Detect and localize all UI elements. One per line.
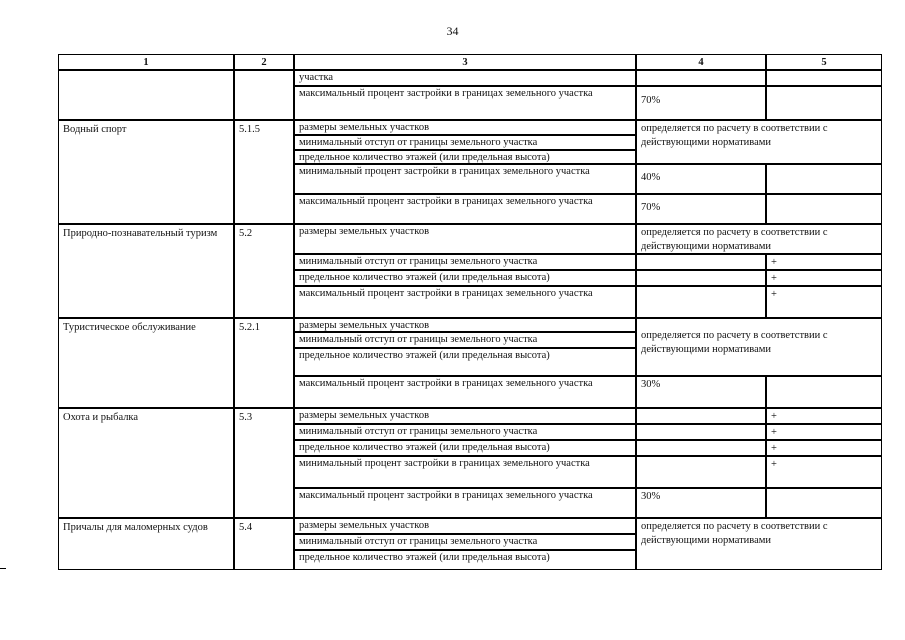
param-cell: минимальный отступ от границы земельного участка <box>294 534 636 550</box>
value-cell-merged: определяется по расчету в соответствии с действующими нормативами <box>636 318 882 376</box>
param-cell: предельное количество этажей (или предельная высота) <box>294 440 636 456</box>
mark-cell <box>766 164 882 194</box>
param-cell: предельное количество этажей (или предельная высота) <box>294 270 636 286</box>
value-cell <box>636 376 766 408</box>
code-cell: 5.2.1 <box>234 318 294 408</box>
percent-value: 70% <box>641 95 661 106</box>
value-cell <box>636 408 766 424</box>
percent-value: 30% <box>641 491 661 502</box>
param-cell: размеры земельных участков <box>294 518 636 534</box>
param-cell: максимальный процент застройки в границах земельного участка <box>294 286 636 318</box>
param-cell: минимальный отступ от границы земельного участка <box>294 135 636 150</box>
param-cell: максимальный процент застройки в границах земельного участка <box>294 86 636 120</box>
value-cell <box>636 270 766 286</box>
mark-cell: + <box>766 270 882 286</box>
value-cell <box>636 194 766 224</box>
name-cell: Туристическое обслуживание <box>58 318 234 408</box>
mark-cell <box>766 376 882 408</box>
code-cell: 5.3 <box>234 408 294 518</box>
value-cell <box>636 86 766 120</box>
param-cell: максимальный процент застройки в границах земельного участка <box>294 488 636 518</box>
param-cell: участка <box>294 70 636 86</box>
value-cell-merged: определяется по расчету в соответствии с действующими нормативами <box>636 120 882 164</box>
mark-cell: + <box>766 424 882 440</box>
code-cell: 5.2 <box>234 224 294 318</box>
value-cell <box>636 488 766 518</box>
mark-cell: + <box>766 456 882 488</box>
header-col-1: 1 <box>58 54 234 70</box>
param-cell: размеры земельных участков <box>294 318 636 332</box>
value-cell-merged: определяется по расчету в соответствии с действующими нормативами <box>636 518 882 570</box>
value-cell <box>636 440 766 456</box>
param-cell: размеры земельных участков <box>294 224 636 254</box>
value-cell <box>636 254 766 270</box>
param-cell: предельное количество этажей (или предельная высота) <box>294 550 636 570</box>
name-cell: Природно-познавательный туризм <box>58 224 234 318</box>
code-cell-continued <box>234 70 294 120</box>
param-cell: минимальный процент застройки в границах земельного участка <box>294 164 636 194</box>
mark-cell: + <box>766 440 882 456</box>
name-cell: Водный спорт <box>58 120 234 224</box>
header-col-3: 3 <box>294 54 636 70</box>
header-col-4: 4 <box>636 54 766 70</box>
value-cell <box>636 456 766 488</box>
value-cell <box>636 286 766 318</box>
param-cell: предельное количество этажей (или предельная высота) <box>294 348 636 376</box>
param-cell: максимальный процент застройки в границах земельного участка <box>294 194 636 224</box>
name-cell: Охота и рыбалка <box>58 408 234 518</box>
param-cell: максимальный процент застройки в границах земельного участка <box>294 376 636 408</box>
mark-cell: + <box>766 286 882 318</box>
param-cell: минимальный отступ от границы земельного участка <box>294 254 636 270</box>
value-cell <box>636 70 766 86</box>
name-cell: Причалы для маломерных судов <box>58 518 234 570</box>
mark-cell <box>766 194 882 224</box>
page-number: 34 <box>446 24 459 38</box>
header-col-5: 5 <box>766 54 882 70</box>
code-cell: 5.4 <box>234 518 294 570</box>
param-cell: предельное количество этажей (или предельная высота) <box>294 150 636 164</box>
param-cell: размеры земельных участков <box>294 120 636 135</box>
name-cell-continued <box>58 70 234 120</box>
percent-value: 30% <box>641 379 661 390</box>
value-cell-merged: определяется по расчету в соответствии с действующими нормативами <box>636 224 882 254</box>
margin-mark <box>0 568 6 569</box>
regulations-table <box>58 54 882 570</box>
param-cell: размеры земельных участков <box>294 408 636 424</box>
mark-cell: + <box>766 254 882 270</box>
mark-cell: + <box>766 408 882 424</box>
header-col-2: 2 <box>234 54 294 70</box>
param-cell: минимальный отступ от границы земельного участка <box>294 424 636 440</box>
mark-cell <box>766 488 882 518</box>
value-cell <box>636 164 766 194</box>
percent-value: 40% <box>641 172 661 183</box>
param-cell: минимальный отступ от границы земельного участка <box>294 332 636 348</box>
param-cell: минимальный процент застройки в границах земельного участка <box>294 456 636 488</box>
mark-cell <box>766 86 882 120</box>
value-cell <box>636 424 766 440</box>
percent-value: 70% <box>641 202 661 213</box>
mark-cell <box>766 70 882 86</box>
code-cell: 5.1.5 <box>234 120 294 224</box>
